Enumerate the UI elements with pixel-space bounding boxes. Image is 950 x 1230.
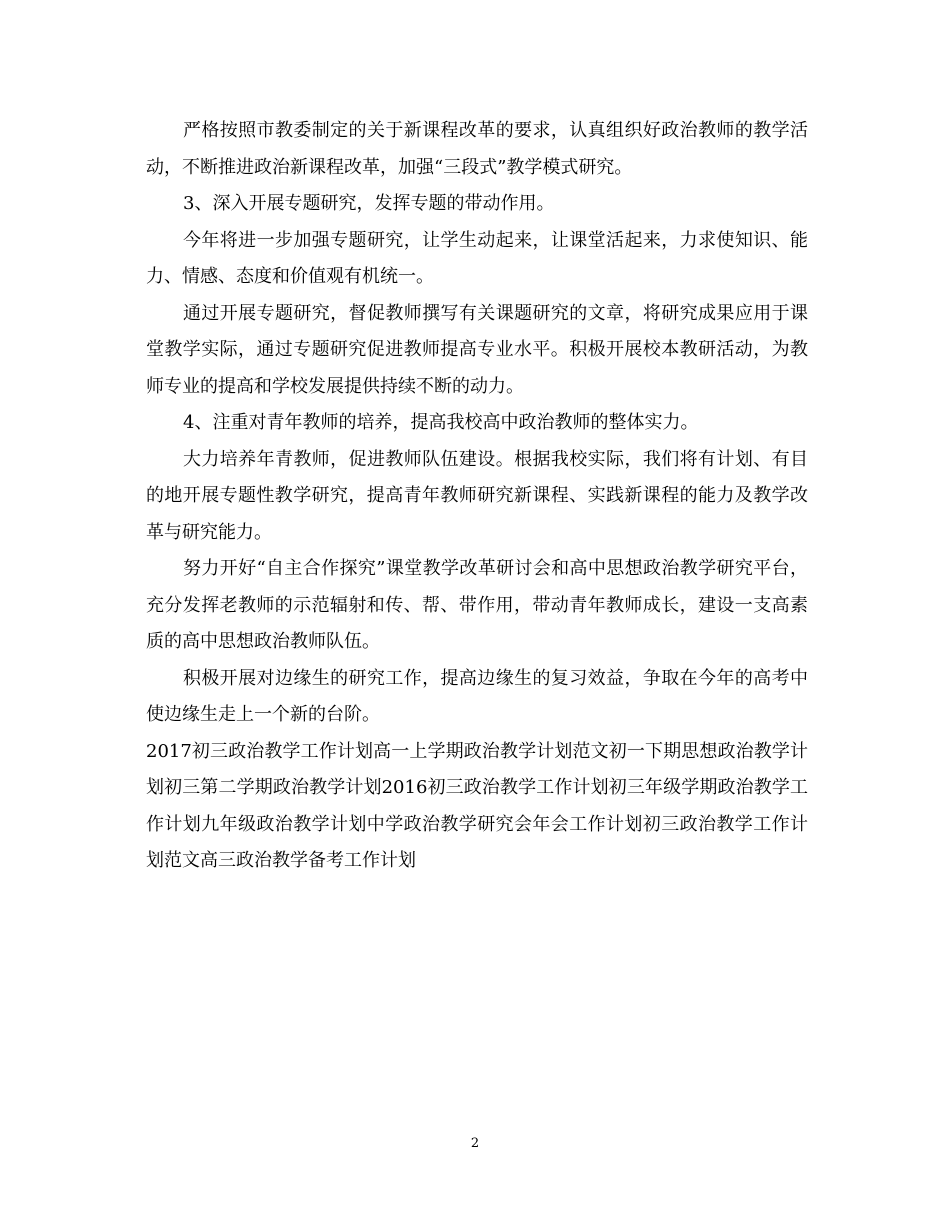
paragraph-4: 大力培养年青教师，促进教师队伍建设。根据我校实际，我们将有计划、有目的地开展专题性教学研究，提高青年教师研究新课程、实践新课程的能力及教学改革与研究能力。 [146,448,808,543]
heading-item-3: 3、深入开展专题研究，发挥专题的带动作用。 [183,193,555,214]
document-body [146,113,808,880]
paragraph-3: 通过开展专题研究，督促教师撰写有关课题研究的文章，将研究成果应用于课堂教学实际，通过专题研究促进教师提高专业水平。积极开展校本教研活动，为教师专业的提高和学校发展提供持续不断的动力。 [146,302,808,397]
heading-item-4: 4、注重对青年教师的培养，提高我校高中政治教师的整体实力。 [183,412,699,433]
page-number: 2 [470,1136,480,1151]
related-links-text: 2017初三政治教学工作计划高一上学期政治教学计划范文初一下期思想政治教学计划初三第二学期政治教学计划2016初三政治教学工作计划初三年级学期政治教学工作计划九年级政治教学计划中学政治教学研究会年会工作计划初三政治教学工作计划范文高三政治教学备考工作计划 [146,740,808,871]
paragraph-5: 努力开好“自主合作探究”课堂教学改革研讨会和高中思想政治教学研究平台，充分发挥老教师的示范辐射和传、帮、带作用，带动青年教师成长，建设一支高素质的高中思想政治教师队伍。 [146,558,808,652]
paragraph-2: 今年将进一步加强专题研究，让学生动起来，让课堂活起来，力求使知识、能力、情感、态度和价值观有机统一。 [146,229,808,287]
paragraph-6: 积极开展对边缘生的研究工作，提高边缘生的复习效益，争取在今年的高考中使边缘生走上一个新的台阶。 [146,667,808,725]
paragraph-1: 严格按照市教委制定的关于新课程改革的要求，认真组织好政治教师的教学活动，不断推进政治新课程改革，加强“三段式”教学模式研究。 [146,120,808,178]
